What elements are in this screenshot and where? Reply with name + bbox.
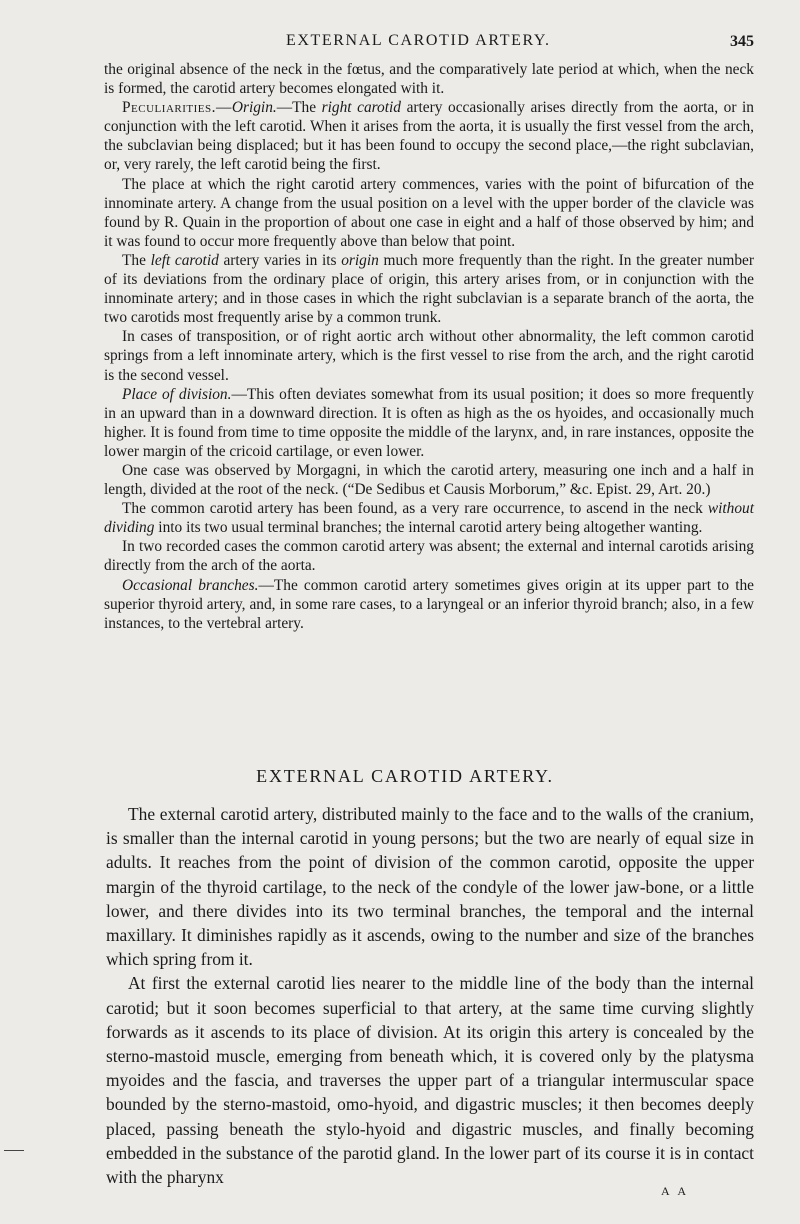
peculiarities-label: Peculiarities.— — [122, 99, 232, 117]
place-of-division-subhead: Place of division. — [122, 385, 232, 403]
paragraph-occasional-branches: Occasional branches.—The common carotid artery sometimes gives origin at its upper part to the superior thyroid artery, and, in some rare cases, to a laryngeal or an inferior thyroid branch; also, in a few instances, to the vertebral artery. — [104, 576, 755, 632]
paragraph-without-dividing: The common carotid artery has been found, as a very rare occurrence, to ascend in the neck without dividing into its two usual terminal branches; the internal carotid artery being altogether wanting. — [104, 500, 754, 537]
paragraph-place-of-division: Place of division.—This often deviates somewhat from its usual position; it does so more frequently in an upward than in a downward direction. It is often as high as the os hyoides, and occasionally much higher. It is found from time to time opposite the middle of the larynx, and, in rare instances, opposite the lower margin of the cricoid cartilage, or even lower. — [104, 385, 755, 460]
main-text-section — [106, 802, 754, 1189]
small-type-section — [104, 60, 754, 633]
page-number: 345 — [730, 33, 754, 50]
origin-subhead: Origin. — [231, 99, 277, 117]
running-header — [0, 30, 800, 52]
margin-pencil-mark — [4, 1150, 24, 1151]
running-title: EXTERNAL CAROTID ARTERY. — [286, 32, 551, 49]
paragraph-left-carotid: The left carotid artery varies in its origin much more frequently than the right. In the greater number of its deviations from the ordinary place of origin, this artery arises from, or in conjunction with the innominate artery; and in those cases in which the right subclavian is a separate branch of the aorta, the two carotids most frequently arise by a common trunk. — [104, 251, 754, 327]
signature-mark: A A — [661, 1184, 690, 1198]
paragraph-recorded-cases: In two recorded cases the common carotid artery was absent; the external and internal carotids arising directly from the arch of the aorta. — [104, 538, 754, 575]
section-heading: EXTERNAL CAROTID ARTERY. — [256, 766, 554, 786]
paragraph-peculiarities-origin: Peculiarities.—Origin.—The right carotid artery occasionally arises directly from the aorta, or in conjunction with the left carotid. When it arises from the aorta, it is usually the first vessel from the arch, the subclavian being displaced; but it has been found to occupy the second place,—the right subclavian, or, very rarely, the left carotid being the first. — [104, 99, 754, 174]
occasional-branches-subhead: Occasional branches. — [122, 576, 259, 594]
paragraph-transposition: In cases of transposition, or of right aortic arch without other abnormality, the left common carotid springs from a left innominate artery, which is the first vessel to rise from the arch, and the right carotid is the second vessel. — [104, 328, 754, 384]
paragraph-continuation: the original absence of the neck in the fœtus, and the comparatively late period at which, when the neck is formed, the carotid artery becomes elongated with it. — [104, 61, 754, 98]
paragraph-morgagni: One case was observed by Morgagni, in which the carotid artery, measuring one inch and a half in length, divided at the root of the neck. (“De Sedibus et Causis Morborum,” &c. Epist. 29, Art. 20.) — [104, 461, 754, 499]
paragraph-place-commences: The place at which the right carotid artery commences, varies with the point of bifurcation of the innominate artery. A change from the usual position on a level with the upper border of the clavicle was found by R. Quain in the proportion of about one case in eight and a half of those observed by him; and it was found to occur more frequently above than below that point. — [104, 175, 754, 250]
paragraph-external-carotid-intro: The external carotid artery, distributed mainly to the face and to the walls of the cranium, is smaller than the internal carotid in young persons; but the two are nearly of equal size in adults. It reaches from the point of division of the common carotid, opposite the upper margin of the thyroid cartilage, to the neck of the condyle of the lower jaw-bone, or a little lower, and there divides into its two terminal branches, the temporal and the internal maxillary. It diminishes rapidly as it ascends, owing to the number and size of the branches which spring from it. — [106, 804, 754, 970]
paragraph-external-carotid-course: At first the external carotid lies nearer to the middle line of the body than the internal carotid; but it soon becomes superficial to that artery, at the same time curving slightly forwards as it ascends to its place of division. At its origin this artery is concealed by the sterno-mastoid muscle, emerging from beneath which, it is covered only by the platysma myoides and the fascia, and traverses the upper part of a triangular intermuscular space bounded by the sterno-mastoid, omo-hyoid, and digastric muscles; it then becomes deeply placed, passing beneath the stylo-hyoid and digastric muscles, and finally becoming embedded in the substance of the parotid gland. In the lower part of its course it is in contact with the pharynx — [106, 973, 754, 1188]
